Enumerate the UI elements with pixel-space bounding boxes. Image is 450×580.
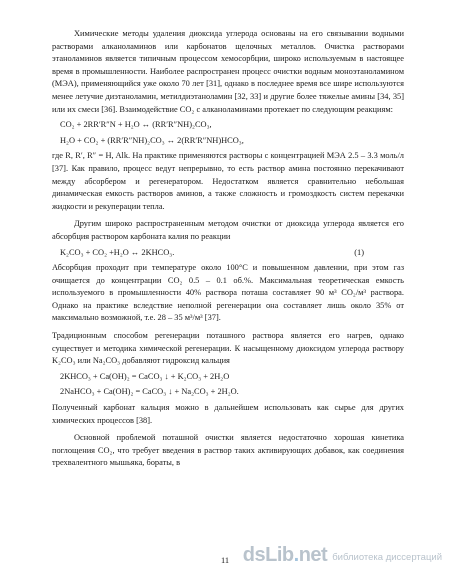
page-number: 11 — [220, 556, 230, 565]
paragraph-regeneration: Традиционным способом регенерации поташного раствора является его нагрев, однако существует и методика химической регенерации. К насыщенному диоксидом углерода раствору K₂CO₃ или Na₂CO₃ добавляют гидроксид кальция — [52, 331, 404, 366]
paragraph-kinetics: Основной проблемой поташной очистки является недостаточно хорошая кинетика поглощения CO₂, что требует введения в раствор таких активирующих добавок, как соединения трехвалентного мышьяка, бораты, в — [52, 433, 404, 468]
dslib-logo: dsLib.net — [242, 543, 328, 566]
equation-potash-formula: K₂CO₃ + CO₂ +H₂O ↔ 2KHCO₃. — [60, 247, 175, 257]
equation-number: (1) — [354, 247, 364, 257]
equation-regen-2: 2NaHCO₃ + Ca(OH)₂ = CaCO₃ ↓ + Na₂CO₃ + 2H₂O. — [60, 387, 239, 397]
equation-regen-1: 2KHCO₃ + Ca(OH)₂ = CaCO₃ ↓ + K₂CO₃ + 2H₂O — [60, 371, 230, 381]
dslib-subtitle: библиотека диссертаций — [332, 552, 442, 563]
paragraph-potash-intro: Другим широко распространенным методом очистки от диоксида углерода является его абсорбция раствором карбоната калия по реакции — [52, 219, 404, 241]
page-content — [52, 28, 404, 470]
paragraph-mea: где R, R′, R″ = H, Alk. На практике применяются растворы с концентрацией МЭА 2.5 – 3.3 моль/л [37]. Как правило, процесс ведут непрерывно, то есть раствор амина постоянно перекачивают между абсорбером и регенератором. Недостатком является сравнительно небольшая динамическая емкость растворов аминов, а также сложность и громоздкость систем перекачки жидкости и рекуперации тепла. — [52, 151, 404, 211]
paragraph-absorption: Абсорбция проходит при температуре около 100°С и повышенном давлении, при этом газ очищается до концентрации CO₂ 0.5 – 0.1 об.%. Максимальная теоретическая емкость используемого в промышленности 40% раствора поташа составляет 90 м³ CO₂/м³ раствора. Однако на практике вследствие неполной регенерации она составляет лишь около 35% от максимально возможной, т.е. 28 – 35 м³/м³ [37]. — [52, 263, 404, 323]
dslib-watermark[interactable] — [243, 540, 442, 570]
equation-amine-2: H₂O + CO₂ + (RR′R″NH)₂CO₃ ↔ 2(RR′R″NH)HCO₃, — [60, 135, 244, 145]
equation-potash — [52, 247, 404, 260]
paragraph-intro: Химические методы удаления диоксида углерода основаны на его связывании водными растворами алканоламинов или карбонатов щелочных металлов. Очистка растворами этаноламинов является типичным процессом хемосорбции, широко используемым в настоящее время в промышленности. Наиболее распространен процесс очистки водным моноэтаноламином (МЭА), применяющийся уже около 70 лет [31], однако в последнее время все шире используются менее летучие диэтаноламин, метилдиэтаноламин [32, 33] и другие более тяжелые амины [34, 35] или их смеси [36]. Взаимодействие CO₂ с алканоламинами протекает по следующим реакциям: — [52, 29, 404, 114]
equation-amine-1: CO₂ + 2RR′R″N + H₂O ↔ (RR′R″NH)₂CO₃, — [60, 120, 212, 130]
paragraph-calcium: Полученный карбонат кальция можно в дальнейшем использовать как сырье для других химических процессов [38]. — [52, 403, 404, 425]
